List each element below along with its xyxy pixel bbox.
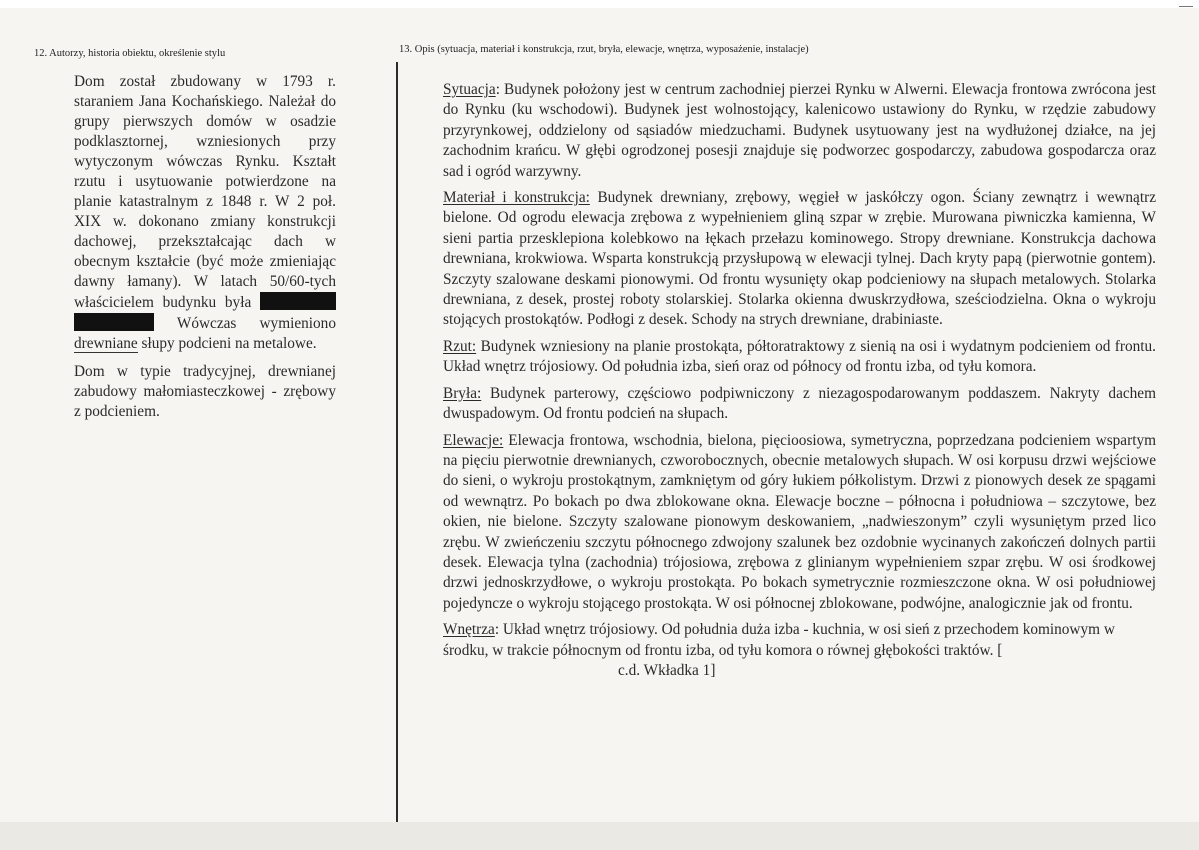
history-text-part1: Dom został zbudowany w 1793 r. staraniem Jana Kochańskiego. Należał do grupy pierwszych domów w osadzie podklasztornej, wzniesionych przy wytyczonym wówczas Rynku. Kształt rzutu i usytuowanie potwierdzone na planie katastralnym z 1848 r. W 2 poł. XIX w. dokonano zmiany konstrukcji dachowej, przekształcając dach w obecnym kształcie (być może zmieniając dawny łamany). W latach 50/60-tych właścicielem budynku była bbox=[74, 73, 336, 311]
section-elevations bbox=[443, 431, 1156, 615]
section-text: Budynek drewniany, zrębowy, węgieł w jaskółczy ogon. Ściany zewnątrz i wewnątrz bielone. Od ogrodu elewacja zrębowa z wypełnieniem gliną szpar w zrębie. Murowana piwniczka kamienna, W sieni partia przesklepiona kolebkowo na łękach przełazu kominowego. Stropy drewniane. Konstrukcja dachowa drewniana, krokwiowa. Wsparta konstrukcją przysłupową w elewacji tylnej. Dach kryty papą (pierwotnie gontem). Szczyty szalowane deskami pionowymi. Od frontu wysunięty okap podcieniowy na słupach metalowych. Stolarka drewniana, z desek, prostej roboty stolarskiej. Stolarka okienna dwuskrzydłowa, sześciodzielna. Okna o wykroju stojących prostokątów. Podłogi z desek. Schody na strych drewniane, drabiniaste. bbox=[443, 189, 1156, 329]
style-paragraph: Dom w typie tradycyjnej, drewnianej zabudowy małomiasteczkowej - zrębowy z podcieniem. bbox=[74, 363, 336, 420]
scan-corner-mark bbox=[1179, 6, 1193, 7]
redaction-box bbox=[74, 313, 154, 331]
section-interiors: Wnętrza: Układ wnętrz trójosiowy. Od południa duża izba - kuchnia, w osi sień z przechodem kominowym w środku, w trakcie północnym od frontu izba, od tyłu komora o równej głębokości traktów. [c.d. Wkładka 1] bbox=[443, 621, 1115, 679]
section-plan bbox=[443, 337, 1156, 378]
continuation-note: c.d. Wkładka 1] bbox=[618, 661, 716, 679]
section-material bbox=[443, 188, 1156, 331]
history-column bbox=[74, 72, 336, 422]
scan-bottom-edge bbox=[0, 822, 1199, 850]
section-heading: Sytuacja bbox=[443, 81, 496, 98]
section-text: Elewacja frontowa, wschodnia, bielona, pięcioosiowa, symetryczna, poprzedzana podcieniem wspartym na pięciu pierwotnie drewnianych, czworobocznych, obecnie metalowych słupach. W osi korpusu drzwi wejściowe do sieni, o wykroju prostokątnym, zamkniętym od góry łukiem półkolistym. Drzwi z pionowych desek ze spągami od wewnątrz. Po bokach po dwa zblokowane okna. Elewacje boczne – północna i południowa – szczytowe, bez okien, nie bielone. Szczyty szalowane pionowym deskowaniem, „nadwieszonym” czyli wysuniętym przed lico zrębu. W zwieńczeniu szczytu północnego zdwojony szalunek bez ozdobnie wycinanych zakończeń dolnych partii desek. Elewacja tylna (zachodnia) trójosiowa, zrębowa z glinianym wypełnieniem szpar zrębu. W osi środkowej drzwi jednoskrzydłowe, o wykroju prostokąta. Po bokach symetrycznie rozmieszczone okna. W osi południowej pojedyncze o wykroju stojącego prostokąta. W osi północnej zblokowane, podwójne, analogicznie jak od frontu. bbox=[443, 431, 1156, 612]
column-divider bbox=[396, 62, 398, 822]
section-heading: Bryła: bbox=[443, 384, 482, 402]
scan-top-edge bbox=[0, 0, 1199, 8]
left-section-header: 12. Autorzy, historia obiektu, określenie stylu bbox=[34, 48, 226, 59]
section-text: Budynek wzniesiony na planie prostokąta, półtoratraktowy z sienią na osi i wydatnym podcieniem od frontu. Układ wnętrz trójosiowy. Od południa izba, sień oraz od północy od frontu izba, od tyłu komora. bbox=[443, 337, 1156, 376]
history-text-part3: słupy podcieni na metalowe. bbox=[141, 335, 317, 352]
section-situation: Sytuacja: Budynek położony jest w centrum zachodniej pierzei Rynku w Alwerni. Elewacja frontowa zwrócona jest do Rynku (ku wschodowi). Budynek jest wolnostojący, kalenicowo ustawiony do Rynku, w rzędzie zabudowy przyrynkowej, oddzielony od sąsiadów miedzuchami. Budynek usytuowany jest na wydłużonej działce, na jej zachodnim krańcu. W głębi ogrodzonej posesji znajduje się podworzec gospodarczy, zabudowa gospodarcza oraz sad i ogród warzywny. bbox=[443, 81, 1157, 180]
section-heading: Rzut: bbox=[443, 337, 477, 355]
section-massing bbox=[443, 384, 1156, 425]
section-text: Budynek parterowy, częściowo podpiwniczony z niezagospodarowanym poddaszem. Nakryty dachem dwuspadowym. Od frontu podcień na słupach. bbox=[443, 384, 1156, 423]
section-heading: Elewacje: bbox=[443, 431, 504, 449]
history-underlined-word: drewniane bbox=[74, 335, 138, 352]
history-paragraph bbox=[74, 72, 336, 354]
history-text-part2: Wówczas wymieniono bbox=[176, 315, 336, 332]
description-column bbox=[443, 80, 1156, 687]
section-heading: Wnętrza bbox=[443, 621, 495, 639]
section-heading: Materiał i konstrukcja: bbox=[443, 189, 590, 207]
section-text: Układ wnętrz trójosiowy. Od południa duża izba - kuchnia, w osi sień z przechodem kominowym w środku, w trakcie północnym od frontu izba, od tyłu komora o równej głębokości traktów. [ bbox=[443, 621, 1115, 659]
right-section-header: 13. Opis (sytuacja, materiał i konstrukcja, rzut, bryła, elewacje, wnętrza, wyposażenie, instalacje) bbox=[399, 44, 809, 55]
redaction-box bbox=[260, 292, 336, 310]
section-text: Budynek położony jest w centrum zachodniej pierzei Rynku w Alwerni. Elewacja frontowa zwrócona jest do Rynku (ku wschodowi). Budynek jest wolnostojący, kalenicowo ustawiony do Rynku, w rzędzie zabudowy przyrynkowej, oddzielony od sąsiadów miedzuchami. Budynek usytuowany jest na wydłużonej działce, na jej zachodnim krańcu. W głębi ogrodzonej posesji znajduje się podworzec gospodarczy, zabudowa gospodarcza oraz sad i ogród warzywny. bbox=[443, 81, 1157, 180]
